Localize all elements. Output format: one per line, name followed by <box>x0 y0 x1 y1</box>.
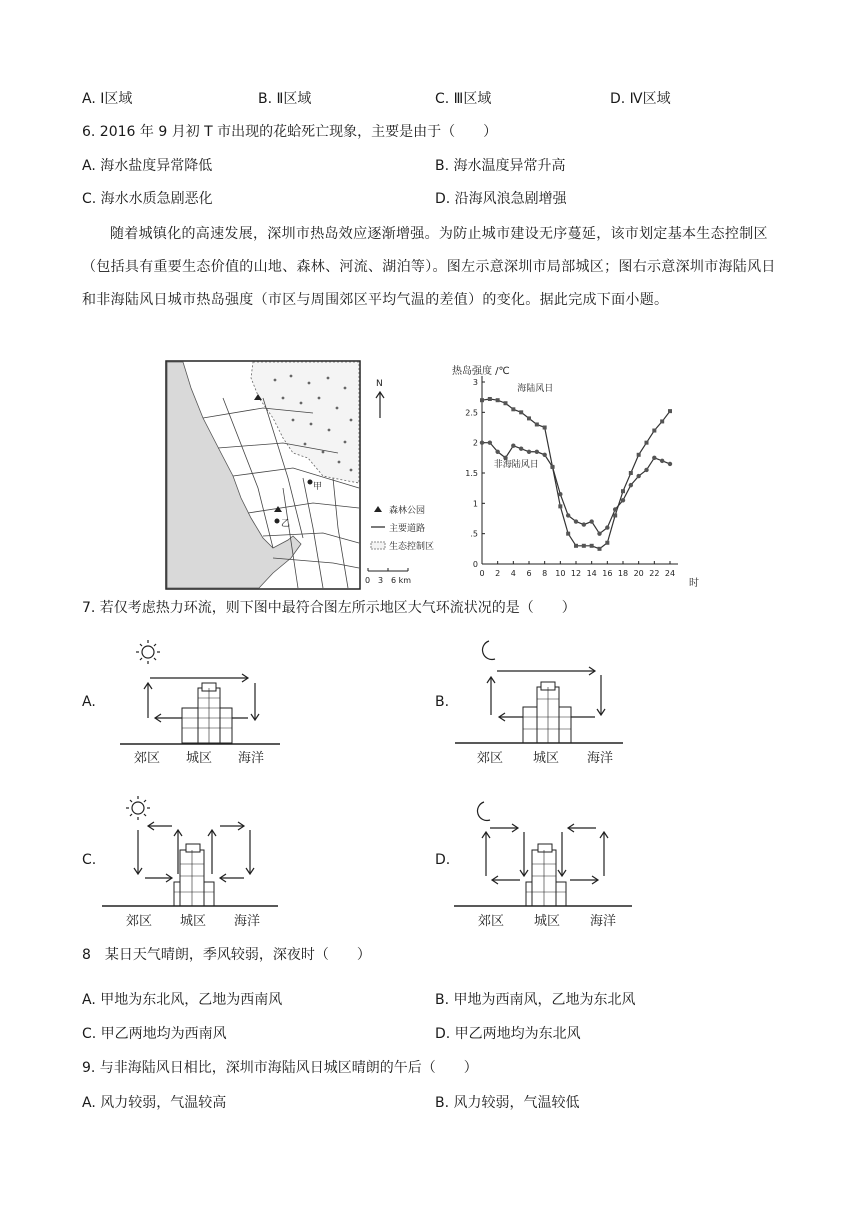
place-jia-label: 甲 <box>313 482 323 492</box>
scale-tick-3: 3 <box>378 576 384 585</box>
y-tick-label: 2.5 <box>465 408 478 418</box>
q7-option-c: C. <box>82 852 97 868</box>
data-point <box>629 471 633 475</box>
x-tick-label: 0 <box>479 569 485 578</box>
data-point <box>582 544 586 548</box>
q6-option-b: B. 海水温度异常升高 <box>435 158 566 174</box>
diagram-b-suburb-label: 郊区 <box>477 751 504 766</box>
data-point <box>535 450 539 454</box>
data-point <box>637 453 641 457</box>
y-tick-label: .5 <box>470 529 478 539</box>
data-point <box>629 483 633 487</box>
diagram-a-city-label: 城区 <box>186 751 213 766</box>
y-tick-label: 1.5 <box>465 469 478 478</box>
data-point <box>566 532 570 536</box>
x-tick-label: 2 <box>495 569 501 578</box>
q9-option-a: A. 风力较弱，气温较高 <box>82 1095 227 1111</box>
place-yi-label: 乙 <box>281 519 291 529</box>
q6-stem: 6. 2016 年 9 月初 T 市出现的花蛤死亡现象，主要是由于（ ） <box>82 124 498 140</box>
data-point <box>597 531 601 535</box>
data-point <box>652 429 656 433</box>
y-tick-label: 3 <box>472 378 478 387</box>
data-point <box>621 498 625 502</box>
data-point <box>527 450 531 454</box>
data-point <box>511 444 515 448</box>
q7-option-b: B. <box>435 694 450 710</box>
shenzhen-map-figure <box>163 358 463 593</box>
diagram-c-city-label: 城区 <box>180 914 207 929</box>
q9-option-b: B. 风力较弱，气温较低 <box>435 1095 580 1111</box>
q8-option-a: A. 甲地为东北风，乙地为西南风 <box>82 992 283 1008</box>
diagram-c-ocean-label: 海洋 <box>234 914 261 929</box>
diagram-b-city-label: 城区 <box>533 751 560 766</box>
data-point <box>488 397 492 401</box>
data-point <box>636 474 640 478</box>
x-tick-label: 12 <box>570 569 582 578</box>
q9-stem: 9. 与非海陆风日相比，深圳市海陆风日城区晴朗的午后（ ） <box>82 1060 478 1076</box>
x-tick-label: 8 <box>542 569 548 578</box>
data-point <box>668 462 672 466</box>
data-point <box>527 416 531 420</box>
diagram-c <box>100 794 280 932</box>
diagram-c-suburb-label: 郊区 <box>126 914 153 929</box>
data-point <box>668 409 672 413</box>
moon-icon <box>483 641 495 659</box>
q8-stem: 8 某日天气晴朗，季风较弱，深夜时（ ） <box>82 947 371 963</box>
q5-option-a: A. Ⅰ区域 <box>82 91 133 107</box>
q6-option-c: C. 海水水质急剧恶化 <box>82 191 213 207</box>
data-point <box>543 426 547 430</box>
data-point <box>496 398 500 402</box>
data-point <box>566 513 570 517</box>
diagram-d <box>450 794 635 932</box>
x-tick-label: 22 <box>649 569 660 578</box>
north-label: N <box>376 379 383 389</box>
diagram-a <box>120 638 290 768</box>
q8-option-d: D. 甲乙两地均为东北风 <box>435 1026 581 1042</box>
series-label-non-sea-land-breeze: 非海陆风日 <box>493 459 539 470</box>
diagram-b-ocean-label: 海洋 <box>587 751 614 766</box>
forest-park-legend-icon <box>374 506 382 512</box>
data-point <box>558 492 562 496</box>
x-tick-label: 4 <box>510 569 516 578</box>
q7-option-a: A. <box>82 694 96 710</box>
scale-tick-6: 6 km <box>391 576 412 585</box>
data-point <box>495 450 499 454</box>
legend-main-road: 主要道路 <box>389 524 426 534</box>
chart-ylabel: 热岛强度 /℃ <box>452 366 510 377</box>
q5-option-c: C. Ⅲ区域 <box>435 91 492 107</box>
moon-icon <box>478 802 490 820</box>
data-point <box>605 525 609 529</box>
data-point <box>511 407 515 411</box>
x-tick-label: 24 <box>664 569 676 578</box>
data-point <box>574 519 578 523</box>
q6-option-a: A. 海水盐度异常降低 <box>82 158 213 174</box>
heat-island-chart <box>440 360 710 595</box>
q5-option-b: B. Ⅱ区域 <box>258 91 312 107</box>
data-point <box>535 422 539 426</box>
scale-tick-0: 0 <box>365 576 371 585</box>
data-point <box>480 398 484 402</box>
y-tick-label: 0 <box>472 560 478 569</box>
legend-forest-park: 森林公园 <box>389 506 426 516</box>
data-point <box>519 447 523 451</box>
data-point <box>598 547 602 551</box>
x-tick-label: 18 <box>617 569 629 578</box>
q7-option-d: D. <box>435 852 451 868</box>
data-point <box>613 507 617 511</box>
data-point <box>652 456 656 460</box>
data-point <box>590 544 594 548</box>
sun-icon <box>126 796 150 820</box>
x-tick-label: 10 <box>555 569 566 578</box>
q7-stem: 7. 若仅考虑热力环流，则下图中最符合图左所示地区大气环流状况的是（ ） <box>82 600 576 616</box>
diagram-d-ocean-label: 海洋 <box>590 914 617 929</box>
series-label-sea-land-breeze: 海陆风日 <box>517 384 554 395</box>
x-tick-label: 14 <box>586 569 597 578</box>
data-point <box>488 440 492 444</box>
data-point <box>605 541 609 545</box>
diagram-a-ocean-label: 海洋 <box>238 751 265 766</box>
y-tick-label: 2 <box>472 438 478 448</box>
q6-option-d: D. 沿海风浪急剧增强 <box>435 191 567 207</box>
data-point <box>645 441 649 445</box>
diagram-d-suburb-label: 郊区 <box>478 914 505 929</box>
data-point <box>542 453 546 457</box>
data-point <box>660 419 664 423</box>
data-point <box>660 459 664 463</box>
data-point <box>589 519 593 523</box>
data-point <box>574 544 578 548</box>
passage-text: 随着城镇化的高速发展，深圳市热岛效应逐渐增强。为防止城市建设无序蔓延，该市划定基本生态控制区（包括具有重要生态价值的山地、森林、河流、湖泊等）。图左示意深圳市局部城区；图右示意深圳市海陆风日和非海陆风日城市热岛强度（市区与周围郊区平均气温的差值）的变化。据此完成下面小题。 <box>82 226 776 308</box>
q5-option-d: D. Ⅳ区域 <box>610 91 671 107</box>
data-point <box>621 489 625 493</box>
data-point <box>504 401 508 405</box>
legend-eco-control: 生态控制区 <box>389 542 435 552</box>
q8-option-c: C. 甲乙两地均为西南风 <box>82 1026 227 1042</box>
data-point <box>582 522 586 526</box>
diagram-a-suburb-label: 郊区 <box>134 751 161 766</box>
data-point <box>558 504 562 508</box>
q8-option-b: B. 甲地为西南风，乙地为东北风 <box>435 992 636 1008</box>
sun-icon <box>136 640 160 664</box>
y-tick-label: 1 <box>472 499 478 509</box>
chart-xlabel: 时 <box>689 578 699 589</box>
data-point <box>644 468 648 472</box>
data-point <box>550 465 554 469</box>
x-tick-label: 16 <box>602 569 613 578</box>
diagram-b <box>455 635 625 770</box>
x-tick-label: 20 <box>633 569 644 578</box>
data-point <box>519 410 523 414</box>
x-tick-label: 6 <box>526 569 532 578</box>
north-arrow-icon <box>376 392 384 418</box>
data-point <box>480 440 484 444</box>
diagram-d-city-label: 城区 <box>534 914 561 929</box>
